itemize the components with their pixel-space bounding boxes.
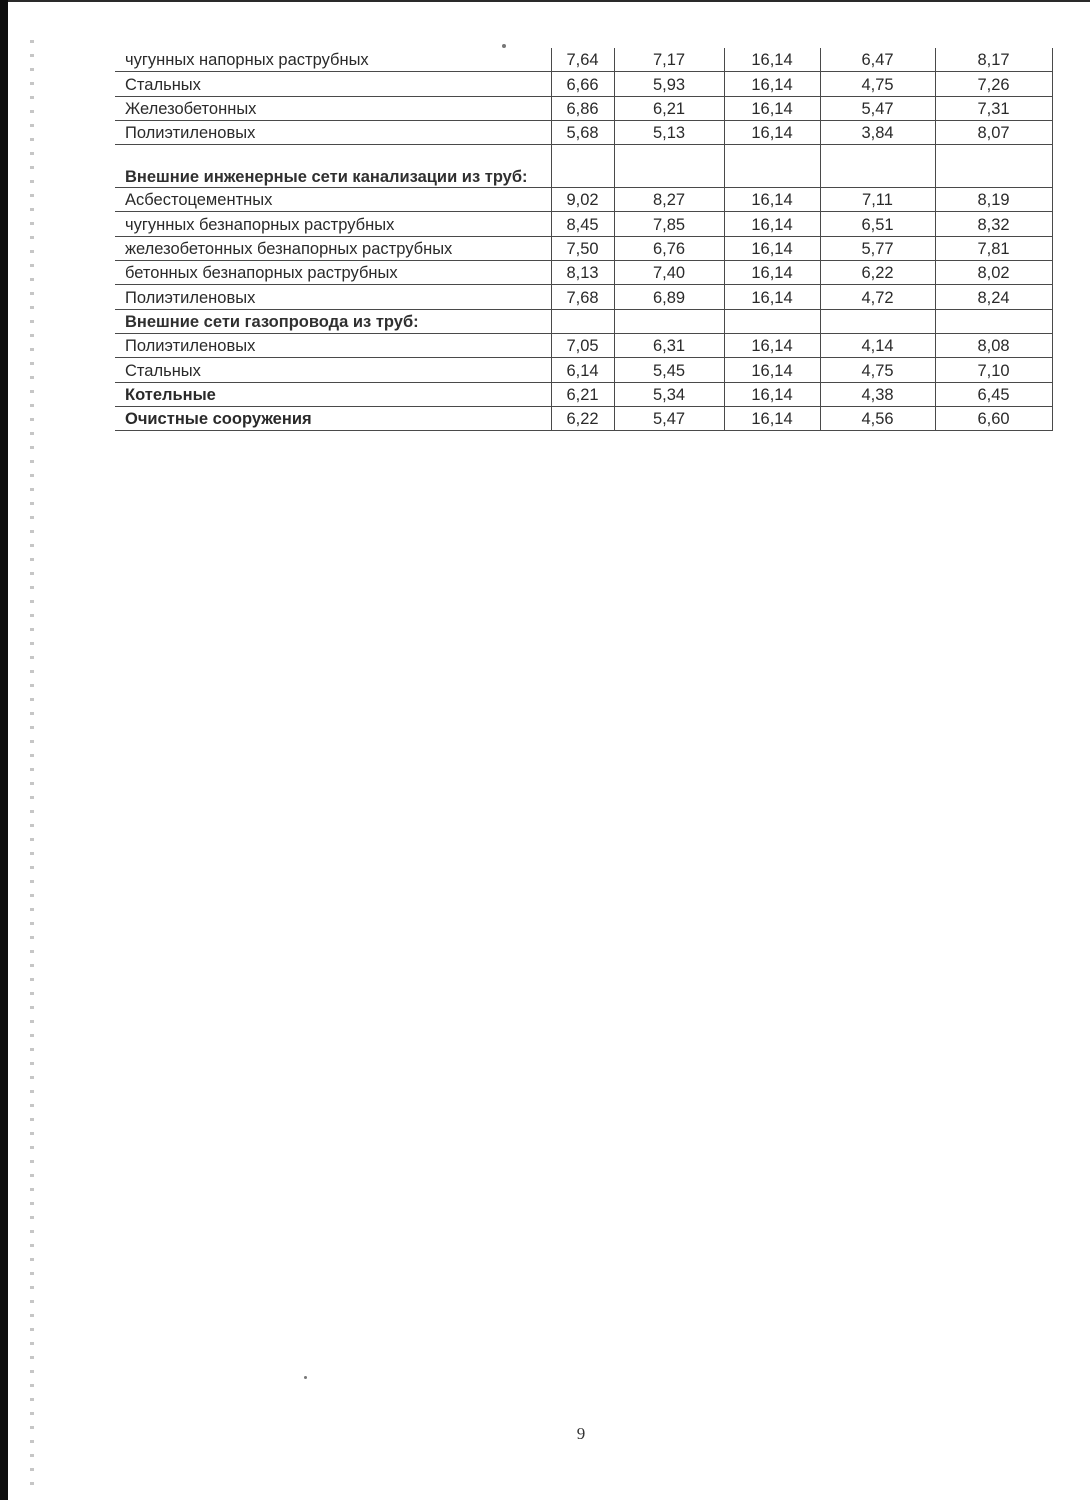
value-cell: 8,24 <box>935 285 1052 309</box>
table-row <box>115 145 1052 188</box>
value-cell: 4,14 <box>820 333 935 357</box>
row-label: Внешние сети газопровода из труб: <box>115 309 551 333</box>
table-row <box>115 261 1052 285</box>
page-number: 9 <box>576 1424 586 1443</box>
table-row <box>115 406 1052 430</box>
row-label: чугунных безнапорных раструбных <box>115 212 551 236</box>
value-cell: 16,14 <box>724 236 820 260</box>
value-cell: 6,21 <box>614 96 724 120</box>
value-cell: 16,14 <box>724 120 820 144</box>
value-cell: 7,11 <box>820 188 935 212</box>
value-cell <box>935 309 1052 333</box>
value-cell: 6,47 <box>820 48 935 72</box>
value-cell: 16,14 <box>724 358 820 382</box>
value-cell: 7,81 <box>935 236 1052 260</box>
table-row <box>115 236 1052 260</box>
scan-left-edge <box>0 0 8 1500</box>
value-cell: 4,72 <box>820 285 935 309</box>
value-cell <box>935 145 1052 188</box>
value-cell: 6,60 <box>935 406 1052 430</box>
value-cell: 6,22 <box>820 261 935 285</box>
value-cell <box>551 145 614 188</box>
value-cell: 6,76 <box>614 236 724 260</box>
value-cell: 8,08 <box>935 333 1052 357</box>
value-cell: 5,45 <box>614 358 724 382</box>
value-cell: 8,27 <box>614 188 724 212</box>
value-cell: 16,14 <box>724 96 820 120</box>
row-label: бетонных безнапорных раструбных <box>115 261 551 285</box>
table-row <box>115 120 1052 144</box>
value-cell <box>724 309 820 333</box>
value-cell: 6,66 <box>551 72 614 96</box>
value-cell: 8,19 <box>935 188 1052 212</box>
value-cell: 9,02 <box>551 188 614 212</box>
value-cell <box>724 145 820 188</box>
value-cell: 5,13 <box>614 120 724 144</box>
value-cell: 8,45 <box>551 212 614 236</box>
value-cell: 7,10 <box>935 358 1052 382</box>
table-row <box>115 188 1052 212</box>
value-cell: 8,13 <box>551 261 614 285</box>
table-row <box>115 72 1052 96</box>
table-row <box>115 212 1052 236</box>
value-cell <box>614 309 724 333</box>
value-cell: 6,22 <box>551 406 614 430</box>
coefficients-table <box>115 48 1053 431</box>
row-label: Котельные <box>115 382 551 406</box>
value-cell: 5,47 <box>614 406 724 430</box>
value-cell: 16,14 <box>724 48 820 72</box>
row-label: Асбестоцементных <box>115 188 551 212</box>
value-cell: 7,64 <box>551 48 614 72</box>
table-row <box>115 285 1052 309</box>
value-cell: 16,14 <box>724 261 820 285</box>
row-label: Железобетонных <box>115 96 551 120</box>
value-cell: 6,14 <box>551 358 614 382</box>
scan-perforation-marks <box>30 40 34 1490</box>
row-label: Стальных <box>115 72 551 96</box>
row-label: Внешние инженерные сети канализации из труб: <box>115 145 551 188</box>
table-row <box>115 48 1052 72</box>
value-cell: 7,50 <box>551 236 614 260</box>
value-cell <box>551 309 614 333</box>
value-cell: 7,40 <box>614 261 724 285</box>
scan-top-edge <box>8 0 1090 2</box>
value-cell: 7,05 <box>551 333 614 357</box>
row-label: Полиэтиленовых <box>115 120 551 144</box>
value-cell <box>820 145 935 188</box>
value-cell: 7,17 <box>614 48 724 72</box>
value-cell: 4,75 <box>820 72 935 96</box>
value-cell: 8,02 <box>935 261 1052 285</box>
value-cell: 7,26 <box>935 72 1052 96</box>
table-row <box>115 309 1052 333</box>
row-label: Стальных <box>115 358 551 382</box>
value-cell: 16,14 <box>724 382 820 406</box>
value-cell: 8,32 <box>935 212 1052 236</box>
value-cell: 4,56 <box>820 406 935 430</box>
value-cell: 7,31 <box>935 96 1052 120</box>
value-cell: 6,45 <box>935 382 1052 406</box>
value-cell: 16,14 <box>724 72 820 96</box>
value-cell: 5,93 <box>614 72 724 96</box>
value-cell: 5,68 <box>551 120 614 144</box>
table-row <box>115 333 1052 357</box>
value-cell: 5,77 <box>820 236 935 260</box>
row-label: чугунных напорных раструбных <box>115 48 551 72</box>
value-cell: 16,14 <box>724 406 820 430</box>
value-cell <box>614 145 724 188</box>
value-cell: 5,47 <box>820 96 935 120</box>
scan-speck <box>304 1376 307 1379</box>
table-row <box>115 358 1052 382</box>
value-cell: 4,75 <box>820 358 935 382</box>
value-cell: 4,38 <box>820 382 935 406</box>
table-row <box>115 382 1052 406</box>
row-label: Очистные сооружения <box>115 406 551 430</box>
table-body <box>115 48 1052 431</box>
value-cell: 7,68 <box>551 285 614 309</box>
value-cell: 5,34 <box>614 382 724 406</box>
value-cell: 6,86 <box>551 96 614 120</box>
value-cell: 6,31 <box>614 333 724 357</box>
value-cell: 6,21 <box>551 382 614 406</box>
row-label: Полиэтиленовых <box>115 285 551 309</box>
value-cell: 7,85 <box>614 212 724 236</box>
value-cell: 16,14 <box>724 333 820 357</box>
value-cell <box>820 309 935 333</box>
value-cell: 16,14 <box>724 212 820 236</box>
value-cell: 8,07 <box>935 120 1052 144</box>
value-cell: 6,89 <box>614 285 724 309</box>
value-cell: 3,84 <box>820 120 935 144</box>
value-cell: 16,14 <box>724 285 820 309</box>
value-cell: 8,17 <box>935 48 1052 72</box>
table-row <box>115 96 1052 120</box>
value-cell: 6,51 <box>820 212 935 236</box>
row-label: железобетонных безнапорных раструбных <box>115 236 551 260</box>
value-cell: 16,14 <box>724 188 820 212</box>
row-label: Полиэтиленовых <box>115 333 551 357</box>
